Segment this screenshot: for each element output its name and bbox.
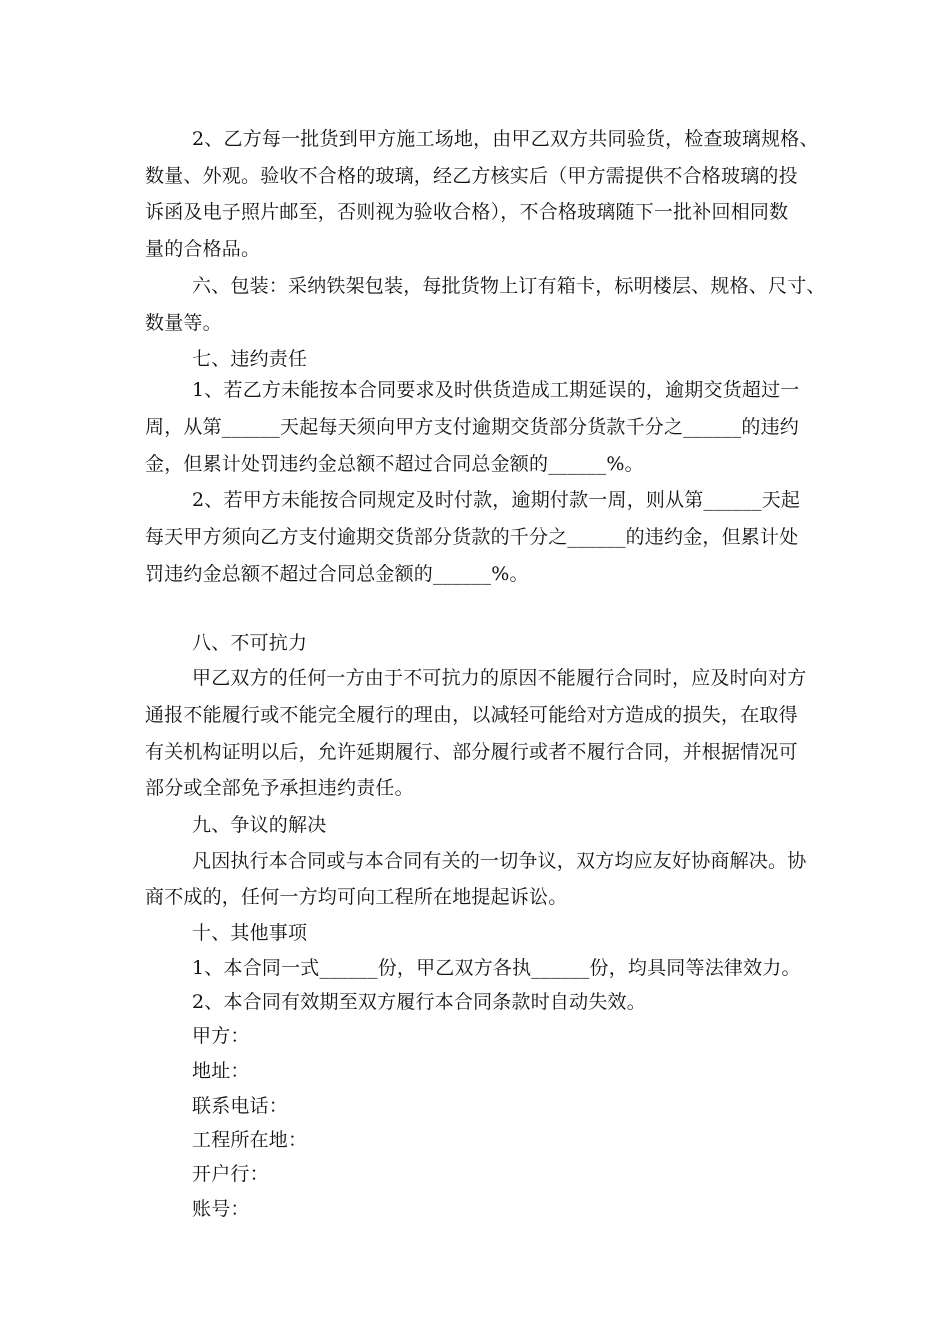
clause8-line3: 有关机构证明以后，允许延期履行、部分履行或者不履行合同，并根据情况可 — [145, 741, 798, 763]
clause7-heading: 七、违约责任 — [192, 348, 308, 370]
clause5-item2-line1: 2、乙方每一批货到甲方施工场地，由甲乙双方共同验货，检查玻璃规格、 — [192, 128, 819, 150]
clause7-item1-line1: 1、若乙方未能按本合同要求及时供货造成工期延误的，逾期交货超过一 — [192, 379, 800, 401]
clause9-heading: 九、争议的解决 — [192, 814, 327, 836]
clause10-item1: 1、本合同一式______份，甲乙双方各执______份，均具同等法律效力。 — [192, 957, 801, 979]
clause9-line2: 商不成的，任何一方均可向工程所在地提起诉讼。 — [145, 886, 568, 908]
clause8-line4: 部分或全部免予承担违约责任。 — [145, 777, 414, 799]
clause7-item2-line2: 每天甲方须向乙方支付逾期交货部分货款的千分之______的违约金，但累计处 — [145, 526, 799, 548]
signature-bank: 开户行： — [192, 1163, 269, 1185]
clause8-line2: 通报不能履行或不能完全履行的理由，以减轻可能给对方造成的损失，在取得 — [145, 704, 798, 726]
signature-account: 账号： — [192, 1198, 250, 1220]
clause5-item2-line3: 诉函及电子照片邮至，否则视为验收合格），不合格玻璃随下一批补回相同数 — [145, 201, 789, 223]
clause9-line1: 凡因执行本合同或与本合同有关的一切争议，双方均应友好协商解决。协 — [192, 850, 807, 872]
clause5-item2-line2: 数量、外观。验收不合格的玻璃，经乙方核实后（甲方需提供不合格玻璃的投 — [145, 165, 798, 187]
clause7-item2-line1: 2、若甲方未能按合同规定及时付款，逾期付款一周，则从第______天起 — [192, 489, 801, 511]
signature-address: 地址： — [192, 1060, 250, 1082]
clause8-line1: 甲乙双方的任何一方由于不可抗力的原因不能履行合同时，应及时向对方 — [192, 667, 807, 689]
clause7-item1-line3: 金，但累计处罚违约金总额不超过合同总金额的______%。 — [145, 453, 644, 475]
clause7-item2-line3: 罚违约金总额不超过合同总金额的______%。 — [145, 563, 529, 585]
signature-phone: 联系电话： — [192, 1095, 289, 1117]
clause7-item1-line2: 周，从第______天起每天须向甲方支付逾期交货部分货款千分之______的违约 — [145, 416, 800, 438]
clause10-heading: 十、其他事项 — [192, 922, 308, 944]
clause6-line1: 六、包装：采纳铁架包装，每批货物上订有箱卡，标明楼层、规格、尺寸、 — [192, 275, 826, 297]
clause8-heading: 八、不可抗力 — [192, 632, 308, 654]
signature-project-location: 工程所在地： — [192, 1129, 308, 1151]
clause10-item2: 2、本合同有效期至双方履行本合同条款时自动失效。 — [192, 991, 646, 1013]
signature-party-a: 甲方： — [192, 1025, 250, 1047]
clause5-item2-line4: 量的合格品。 — [145, 238, 261, 260]
clause6-line2: 数量等。 — [145, 312, 222, 334]
